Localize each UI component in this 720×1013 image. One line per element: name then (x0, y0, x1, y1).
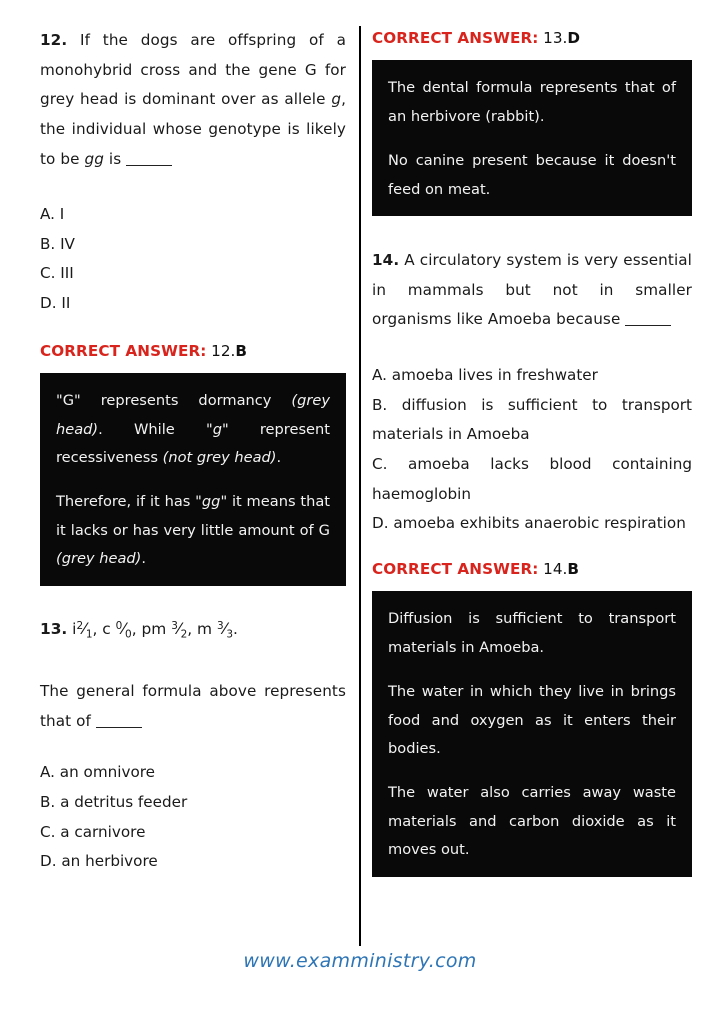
option-item[interactable]: A. I (40, 205, 65, 224)
option-item[interactable]: A. an omnivore (40, 763, 156, 782)
option-item[interactable]: B. a detritus feeder (40, 793, 188, 812)
explanation-paragraph: The water in which they live in brings food and oxygen as it enters their bodies. (388, 683, 676, 758)
question-13-options (40, 758, 346, 877)
explanation-italic: (grey head) (56, 392, 330, 438)
question-12-options (40, 200, 346, 319)
question-12-blank (126, 165, 172, 166)
question-12-explanation-box (40, 373, 346, 586)
question-14-stem-text: A circulatory system is very essential in mammals but not in smaller organisms like Amoeba because (372, 251, 692, 329)
formula-incisors-upper: 2 (76, 619, 84, 632)
right-column (360, 26, 720, 946)
explanation-text: Therefore, if it has " (56, 493, 202, 511)
question-13-dental-formula: 13. $i^2⁄_1$, c $^0⁄_0$, pm $^3⁄_2$, m $^3⁄_3$. (40, 616, 346, 643)
question-14-blank (625, 325, 671, 326)
explanation-italic: (not grey head) (162, 448, 277, 466)
correct-answer-label: CORRECT ANSWER (372, 559, 533, 578)
footer (0, 950, 720, 972)
correct-answer-number: 14. (538, 559, 568, 578)
correct-answer-number: 12. (206, 341, 236, 360)
option-item[interactable]: C. amoeba lacks blood containing haemoglobin (372, 454, 692, 503)
explanation-italic: (grey head) (56, 550, 142, 568)
correct-answer-label: CORRECT ANSWER (40, 341, 201, 360)
question-14-correct-answer (372, 557, 692, 581)
explanation-paragraph: The water also carries away waste materials and carbon dioxide as it moves out. (388, 784, 676, 859)
website-url[interactable]: www.examministry.com (243, 950, 477, 972)
formula-molars-lower: 3 (226, 628, 233, 641)
explanation-paragraph: The dental formula represents that of an herbivore (rabbit). (388, 79, 676, 125)
correct-answer-label: CORRECT ANSWER (372, 29, 533, 47)
option-item[interactable]: C. III (40, 264, 74, 283)
formula-premolars-lower: 2 (180, 628, 188, 641)
explanation-paragraph: Diffusion is sufficient to transport materials in Amoeba. (388, 610, 676, 656)
question-12-number: 12. (40, 31, 68, 49)
explanation-text: . (141, 550, 146, 568)
formula-premolars: pm $^3⁄_2$ (141, 618, 188, 641)
option-item[interactable]: D. amoeba exhibits anaerobic respiration (372, 514, 686, 533)
formula-canines-upper: 0 (115, 619, 123, 632)
formula-canines: c $^0⁄_0$ (102, 618, 132, 641)
formula-canines-label: c (102, 619, 111, 638)
explanation-paragraph (56, 488, 330, 573)
question-12-genotype-italic: gg (84, 149, 104, 168)
option-item[interactable]: A. amoeba lives in freshwater (372, 366, 598, 385)
question-12-stem (40, 26, 346, 174)
question-14-stem (372, 246, 692, 335)
explanation-paragraph: No canine present because it doesn't feed on meat. (388, 152, 676, 198)
question-12-text-part3: is (103, 149, 127, 168)
formula-premolars-upper: 3 (171, 619, 178, 632)
explanation-paragraph (56, 387, 330, 472)
question-13-stem (40, 677, 346, 736)
formula-premolars-label: pm (141, 619, 167, 638)
formula-molars-upper: 3 (216, 619, 224, 632)
formula-incisors: $i^2⁄_1$ (72, 618, 93, 641)
question-14-number: 14. (372, 251, 400, 270)
question-14-options (372, 361, 692, 539)
correct-answer-letter: D (567, 29, 580, 47)
question-14-explanation-box (372, 591, 692, 877)
option-item[interactable]: B. diffusion is sufficient to transport materials in Amoeba (372, 395, 692, 444)
question-12-text-part2: , the individual whose genotype is likely to be (40, 90, 346, 168)
explanation-text: . While " (98, 420, 213, 438)
option-item[interactable]: C. a carnivore (40, 822, 146, 841)
correct-answer-colon: : (532, 559, 539, 578)
correct-answer-colon: : (532, 29, 539, 47)
question-13-stem-text: The general formula above represents that of (40, 682, 346, 730)
option-item[interactable]: B. IV (40, 234, 75, 253)
formula-molars: m $^3⁄_3$ (197, 618, 233, 641)
formula-incisors-lower: 1 (85, 628, 93, 641)
formula-incisors-label: i (72, 619, 77, 638)
correct-answer-letter: B (235, 341, 247, 360)
option-item[interactable]: D. an herbivore (40, 852, 158, 871)
explanation-italic: g (212, 420, 222, 438)
option-item[interactable]: D. II (40, 294, 71, 313)
question-12-text-part1: If the dogs are offspring of a monohybrid cross and the gene G for grey head is dominant over as allele (40, 31, 346, 109)
correct-answer-number: 13. (538, 29, 568, 47)
two-column-layout (0, 26, 720, 946)
question-13-number: 13. (40, 619, 68, 638)
formula-canines-lower: 0 (125, 628, 132, 641)
question-13-explanation-box (372, 60, 692, 216)
correct-answer-letter: B (567, 559, 579, 578)
question-13-correct-answer (372, 26, 692, 50)
question-13-blank (96, 727, 142, 728)
explanation-text: " represent recessiveness (56, 420, 331, 466)
explanation-italic: gg (201, 493, 221, 511)
question-12-correct-answer (40, 339, 346, 363)
formula-molars-label: m (197, 619, 213, 638)
explanation-text: . (276, 448, 282, 466)
correct-answer-colon: : (200, 341, 207, 360)
explanation-text: " it means that it lacks or has very little amount of G (56, 493, 330, 539)
explanation-text: "G" represents dormancy (56, 392, 292, 410)
question-12-gene-italic: g (331, 90, 342, 109)
left-column (0, 26, 360, 946)
